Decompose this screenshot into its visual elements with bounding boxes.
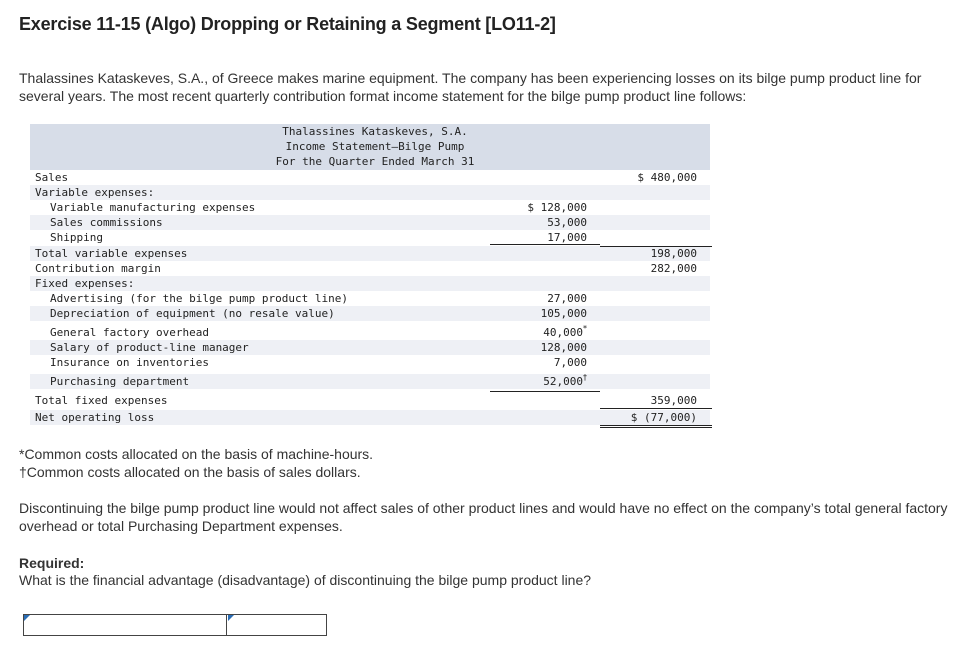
- footnote-dagger: †Common costs allocated on the basis of sales dollars.: [19, 464, 361, 480]
- footnote-asterisk: *Common costs allocated on the basis of machine-hours.: [19, 446, 374, 462]
- row-sales-commissions: Sales commissions 53,000: [30, 215, 710, 230]
- row-fixed-expenses: Fixed expenses:: [30, 276, 710, 291]
- depreciation-amount: 105,000: [540, 307, 587, 320]
- insurance-amount: 7,000: [553, 356, 587, 369]
- income-statement: [30, 124, 710, 428]
- row-variable-manufacturing: Variable manufacturing expenses $ 128,000: [50, 201, 587, 214]
- underline-total-fixed: [600, 408, 712, 409]
- row-general-factory-overhead: General factory overhead 40,000*: [50, 324, 587, 339]
- underline-variable: [490, 244, 600, 245]
- discontinue-note: Discontinuing the bilge pump product line would not affect sales of other product lines and would have no effect on the company’s total general factory overhead or total Purchasing Department expenses.: [19, 500, 948, 534]
- row-contribution-margin: Contribution margin 282,000: [35, 262, 697, 275]
- required-label: Required:: [19, 555, 85, 571]
- required-question: What is the financial advantage (disadvantage) of discontinuing the bilge pump product line?: [19, 572, 592, 588]
- shipping-amount: 17,000: [547, 231, 587, 244]
- underline-fixed: [490, 391, 600, 392]
- row-total-fixed: Total fixed expenses 359,000: [35, 394, 697, 407]
- row-sales: Sales $ 480,000: [35, 171, 697, 184]
- asterisk-mark: *: [583, 324, 587, 333]
- total-fixed-amount: 359,000: [650, 394, 697, 407]
- company-name: Thalassines Kataskeves, S.A.: [282, 125, 468, 138]
- intro-paragraph: Thalassines Kataskeves, S.A., of Greece makes marine equipment. The company has been experiencing losses on its bilge pump product line for several years. The most recent quarterly contribution format income statement for the bilge pump product line follows:: [19, 70, 922, 104]
- row-depreciation: Depreciation of equipment (no resale value) 105,000: [30, 306, 710, 321]
- row-salary-manager: Salary of product-line manager 128,000: [30, 340, 710, 355]
- purchasing-department-amount: 52,000†: [543, 373, 587, 388]
- general-factory-overhead-amount: 40,000*: [543, 324, 587, 339]
- row-net-operating-loss: Net operating loss $ (77,000): [30, 410, 710, 425]
- variable-manufacturing-amount: $ 128,000: [527, 201, 587, 214]
- contribution-margin-amount: 282,000: [650, 262, 697, 275]
- net-operating-loss-amount: $ (77,000): [630, 411, 697, 424]
- answer-label-input[interactable]: [24, 615, 227, 635]
- row-insurance: Insurance on inventories 7,000: [50, 356, 587, 369]
- salary-manager-amount: 128,000: [540, 341, 587, 354]
- exercise-title: Exercise 11-15 (Algo) Dropping or Retaining a Segment [LO11-2]: [19, 14, 556, 34]
- sales-amount: $ 480,000: [637, 171, 697, 184]
- input-flag-icon: [228, 615, 234, 621]
- sales-commissions-amount: 53,000: [547, 216, 587, 229]
- dagger-mark: †: [583, 373, 587, 382]
- double-underline-bottom: [600, 427, 712, 428]
- statement-header: [30, 124, 710, 170]
- input-flag-icon: [24, 615, 30, 621]
- row-variable-expenses: Variable expenses:: [30, 185, 710, 200]
- row-advertising: Advertising (for the bilge pump product line) 27,000: [50, 292, 587, 305]
- answer-row: [23, 614, 327, 636]
- total-variable-amount: 198,000: [650, 247, 697, 260]
- statement-name: Income Statement—Bilge Pump: [285, 140, 465, 153]
- row-shipping: Shipping 17,000: [50, 231, 587, 244]
- answer-amount-input[interactable]: [227, 615, 326, 635]
- row-purchasing-department: Purchasing department 52,000†: [30, 374, 710, 389]
- underline-total-variable: [600, 246, 712, 247]
- double-underline-top: [600, 425, 712, 426]
- row-total-variable: Total variable expenses 198,000: [30, 246, 710, 261]
- statement-period: For the Quarter Ended March 31: [275, 155, 475, 168]
- advertising-amount: 27,000: [547, 292, 587, 305]
